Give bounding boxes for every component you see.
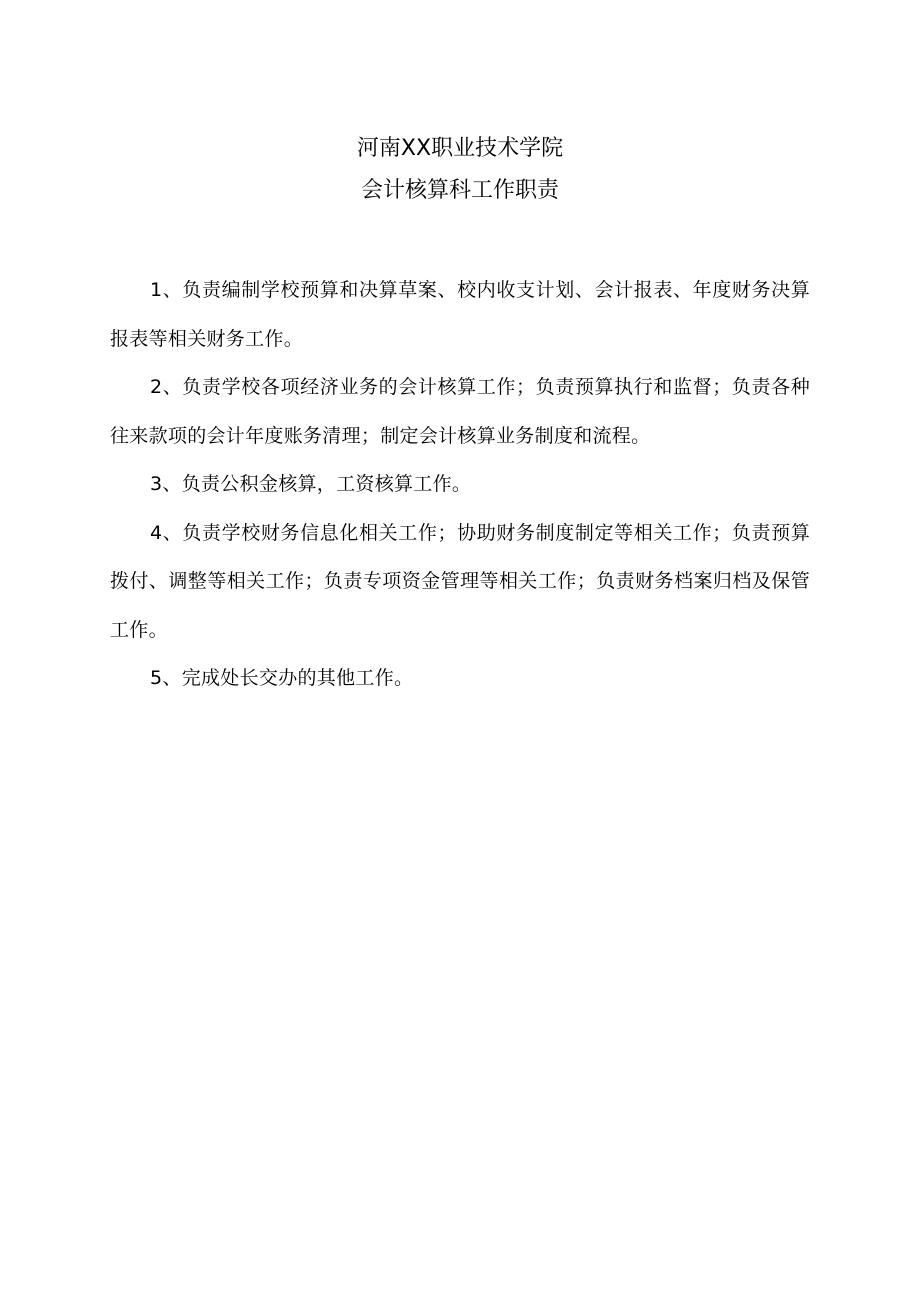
duty-item-4: 4、负责学校财务信息化相关工作；协助财务制度制定等相关工作；负责预算拨付、调整等相关工作；负责专项资金管理等相关工作；负责财务档案归档及保管工作。	[110, 521, 810, 641]
document-title-department: 会计核算科工作职责	[360, 178, 559, 203]
duty-item-5: 5、完成处长交办的其他工作。	[150, 667, 414, 689]
document-title-institution: 河南XX职业技术学院	[356, 136, 564, 161]
duty-item-1: 1、负责编制学校预算和决算草案、校内收支计划、会计报表、年度财务决算报表等相关财务工作。	[110, 279, 810, 350]
duty-item-3: 3、负责公积金核算，工资核算工作。	[150, 473, 472, 495]
title-block	[0, 128, 920, 212]
duty-item-2: 2、负责学校各项经济业务的会计核算工作；负责预算执行和监督；负责各种往来款项的会计年度账务清理；制定会计核算业务制度和流程。	[110, 376, 810, 447]
duties-list	[110, 266, 810, 703]
